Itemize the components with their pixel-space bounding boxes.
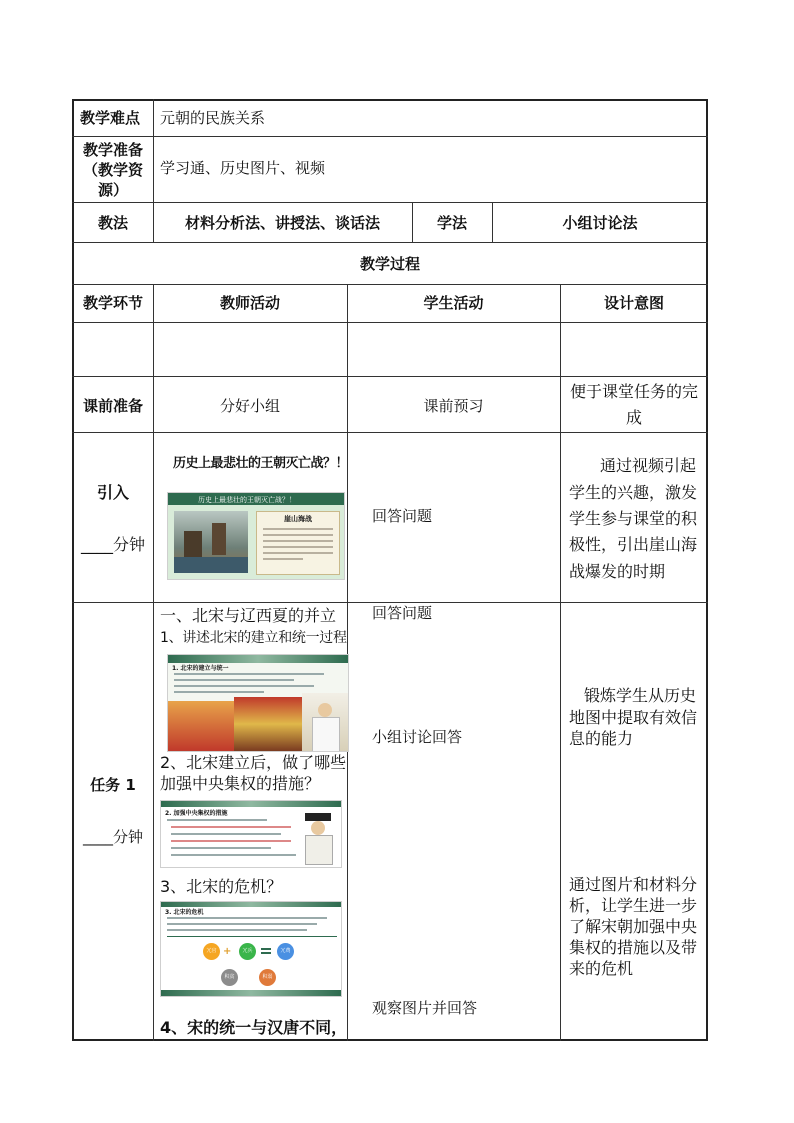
preclass-stage: 课前准备 [82,397,143,415]
painting-left [168,701,234,751]
intro-intent-line5: 战爆发的时期 [569,562,666,581]
header-teacher: 教师活动 [219,294,280,312]
preclass-intent-line1: 便于课堂任务的完 [569,382,698,401]
task1-intent-b3: 了解宋朝加强中央 [569,917,698,936]
header-stage: 教学环节 [82,294,143,312]
row-divider [72,136,708,137]
header-student: 学生活动 [423,294,484,312]
plus-sign: + [223,946,232,957]
slide-banner [161,801,341,807]
intro-student-activity: 回答问题 [372,507,433,525]
circle-poverty: 积贫 [221,969,238,986]
intro-slide-image [167,492,345,580]
task1-minutes: ____分钟 [82,828,143,846]
battle-painting [174,511,248,573]
row-divider [72,202,708,203]
task1-student-1: 回答问题 [372,604,433,622]
intro-intent-line1: 通过视频引起 [600,456,697,475]
process-title: 教学过程 [359,255,420,273]
row-divider [72,322,708,323]
preclass-student: 课前预习 [423,397,484,415]
task1-intent-b2: 析，让学生进一步 [569,896,698,915]
circle-redundant-officials: 冗官 [203,943,220,960]
preclass-teacher: 分好小组 [219,397,280,415]
row-divider [72,432,708,433]
circle-redundant-troops: 冗兵 [239,943,256,960]
method-label: 教法 [97,214,128,232]
difficulty-value: 元朝的民族关系 [160,109,266,127]
slide-banner [168,655,348,663]
task1-line3a: 2、北宋建立后，做了哪些 [160,753,347,772]
task1-line5: 4、宋的统一与汉唐不同， [160,1018,348,1037]
task1-intent-b5: 来的危机 [569,959,634,978]
slide-box-title: 崖山海战 [284,515,312,523]
task1-slide2-image [160,800,342,868]
task1-slide1-image [167,654,349,752]
row-divider [72,284,708,285]
painting-middle [234,697,302,751]
intro-slide-heading: 历史上最悲壮的王朝灭亡战？！ [173,456,349,471]
row-divider [72,242,708,243]
intro-stage: 引入 [96,483,129,502]
row-divider [72,376,708,377]
intro-intent-line2: 学生的兴趣，激发 [569,483,698,502]
prep-label-line3: 源） [97,181,128,199]
task1-student-2: 小组讨论回答 [372,728,463,746]
intro-intent-line4: 极性，引出崖山海 [569,535,698,554]
task1-line2: 1、讲述北宋的建立和统一过程 [160,630,347,646]
slide3-title: 3. 北宋的危机 [165,909,204,916]
slide2-title: 2. 加强中央集权的措施 [165,810,228,817]
method-value: 材料分析法、讲授法、谈话法 [184,214,380,232]
task1-intent-a2: 地图中提取有效信 [569,708,698,727]
task1-slide3-image [160,901,342,997]
slide1-title: 1. 北宋的建立与统一 [172,665,229,672]
preclass-intent-line2: 成 [625,408,642,427]
task1-line4: 3、北宋的危机？ [160,877,283,896]
intro-intent-line3: 学生参与课堂的积 [569,509,698,528]
circle-weakness: 积弱 [259,969,276,986]
prep-value: 学习通、历史图片、视频 [160,159,326,177]
circle-redundant-expenses: 冗费 [277,943,294,960]
learn-value: 小组讨论法 [562,214,638,232]
learn-label: 学法 [436,214,467,232]
portrait-right [302,693,348,751]
task1-line1: 一、北宋与辽西夏的并立 [160,606,337,625]
header-intent: 设计意图 [603,294,664,312]
prep-label-line1: 教学准备 [82,141,143,159]
task1-intent-a3: 息的能力 [569,729,634,748]
intro-minutes: ____分钟 [80,535,145,554]
task1-intent-a1: 锻炼学生从历史 [584,686,697,705]
prep-label-line2: （教学资 [82,161,143,179]
difficulty-label: 教学难点 [80,109,141,127]
task1-intent-b1: 通过图片和材料分 [569,875,698,894]
task1-intent-b4: 集权的措施以及带 [569,938,698,957]
intro-slide-title: 历史上最悲壮的王朝灭亡战？！ [198,496,296,504]
task1-stage: 任务 1 [90,776,136,794]
slide-text-box [256,511,340,575]
task1-line3b: 加强中央集权的措施？ [160,774,321,793]
official-figure [301,813,335,863]
task1-student-3: 观察图片并回答 [372,999,478,1017]
